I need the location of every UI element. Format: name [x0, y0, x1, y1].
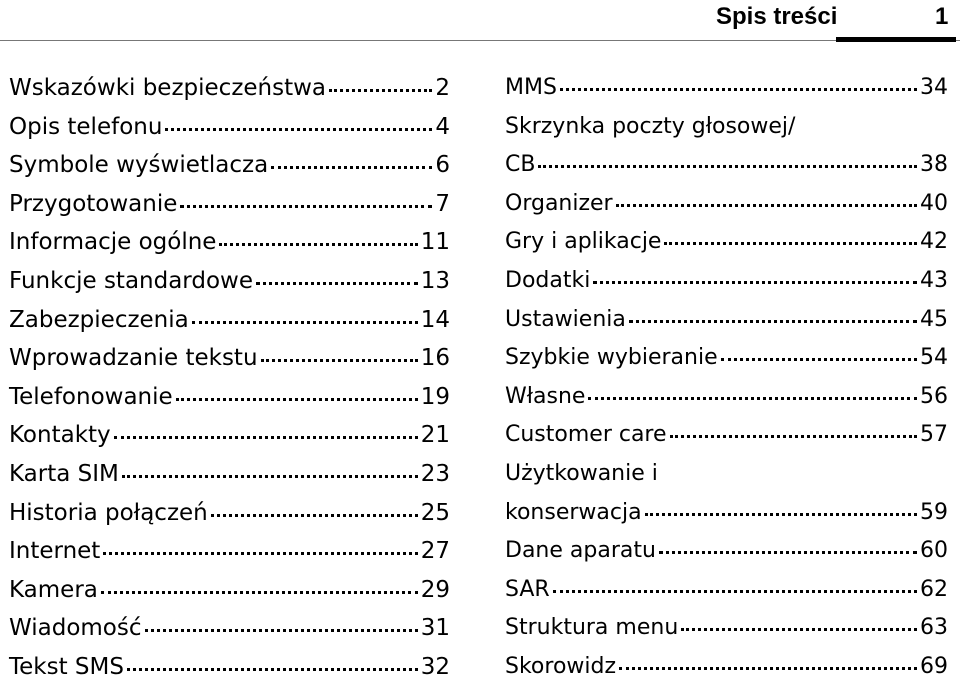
header-rule	[0, 40, 960, 41]
toc-entry-page-number: 23	[420, 460, 450, 487]
toc-entry-title: Opis telefonu	[9, 113, 163, 140]
toc-entry-title-line1[interactable]: Skrzynka poczty głosowej/	[505, 113, 796, 139]
toc-entry-page-number: 40	[920, 190, 948, 216]
page-header	[0, 0, 960, 48]
toc-entry[interactable]	[9, 185, 450, 224]
toc-leader-dots	[588, 397, 917, 400]
toc-entry-title: Wprowadzanie tekstu	[9, 345, 258, 372]
header-accent-bar	[836, 37, 956, 42]
toc-entry[interactable]	[505, 648, 948, 687]
toc-entry-title: Wskazówki bezpieczeństwa	[9, 75, 327, 101]
toc-entry-title: Wiadomość	[9, 615, 142, 642]
toc-leader-dots	[619, 667, 917, 670]
toc-entry[interactable]	[9, 416, 450, 455]
toc-column-left	[9, 69, 450, 687]
toc-entry[interactable]	[9, 571, 450, 610]
toc-entry-title: Symbole wyświetlacza	[9, 152, 269, 179]
toc-entry-page-number: 59	[920, 499, 948, 525]
toc-leader-dots	[721, 358, 917, 361]
toc-entry[interactable]	[505, 262, 948, 301]
toc-entry-page-number: 54	[920, 345, 948, 371]
toc-entry[interactable]	[9, 69, 450, 108]
toc-entry-title: Gry i aplikacje	[505, 229, 662, 255]
header-title: Spis treści	[716, 3, 838, 30]
toc-leader-dots	[538, 165, 917, 168]
toc-entry-title: SAR	[505, 576, 550, 602]
toc-entry-title: Dane aparatu	[505, 538, 656, 564]
toc-entry-page-number: 6	[435, 152, 450, 179]
toc-leader-dots	[192, 321, 418, 324]
toc-entry-title: Ustawienia	[505, 306, 626, 332]
toc-entry-title: Historia połączeń	[9, 499, 208, 526]
toc-leader-dots	[560, 88, 917, 91]
toc-entry[interactable]	[505, 571, 948, 610]
toc-entry[interactable]	[9, 108, 450, 147]
toc-entry[interactable]	[9, 262, 450, 301]
toc-entry-page-number: 32	[420, 653, 450, 680]
toc-leader-dots	[101, 591, 418, 594]
toc-leader-dots	[145, 629, 418, 632]
toc-leader-dots	[593, 281, 917, 284]
toc-entry-page-number: 56	[920, 383, 948, 409]
toc-leader-dots	[256, 282, 418, 285]
toc-entry-title: Przygotowanie	[9, 190, 178, 217]
toc-entry[interactable]	[505, 185, 948, 224]
toc-entry[interactable]	[9, 648, 450, 687]
toc-leader-dots	[176, 398, 418, 401]
toc-entry-title: Informacje ogólne	[9, 229, 217, 256]
toc-entry[interactable]	[505, 416, 948, 455]
toc-entry-title: Skorowidz	[505, 653, 617, 679]
toc-entry-page-number: 4	[435, 113, 450, 140]
toc-entry[interactable]	[505, 146, 948, 185]
toc-leader-dots	[211, 514, 418, 517]
toc-leader-dots	[659, 551, 917, 554]
toc-entry[interactable]	[9, 609, 450, 648]
toc-entry-title: Tekst SMS	[9, 653, 124, 680]
toc-entry-page-number: 57	[920, 422, 948, 448]
toc-column-right	[505, 69, 948, 687]
toc-leader-dots	[553, 590, 917, 593]
toc-entry-title: Karta SIM	[9, 460, 119, 487]
toc-entry-page-number: 27	[420, 538, 450, 565]
toc-entry[interactable]	[9, 146, 450, 185]
toc-entry-title: konserwacja	[505, 499, 642, 525]
toc-entry-page-number: 62	[920, 576, 948, 602]
toc-entry[interactable]	[505, 378, 948, 417]
toc-entry[interactable]	[505, 609, 948, 648]
toc-entry-title: Internet	[9, 538, 101, 565]
toc-leader-dots	[670, 435, 917, 438]
toc-entry-page-number: 63	[920, 615, 948, 641]
toc-entry-title: Zabezpieczenia	[9, 306, 189, 333]
toc-leader-dots	[165, 128, 432, 131]
toc-entry[interactable]	[505, 301, 948, 340]
toc-leader-dots	[103, 552, 417, 555]
toc-entry[interactable]	[505, 69, 948, 108]
toc-entry-page-number: 14	[420, 306, 450, 333]
toc-entry-page-number: 13	[420, 267, 450, 294]
toc-entry-title: Kamera	[9, 576, 98, 603]
toc-entry-page-number: 7	[435, 190, 450, 217]
toc-leader-dots	[616, 204, 917, 207]
toc-entry-page-number: 69	[920, 653, 948, 679]
toc-leader-dots	[271, 166, 432, 169]
toc-entry-page-number: 11	[420, 229, 450, 256]
toc-entry[interactable]	[9, 339, 450, 378]
toc-entry-title-line1[interactable]: Użytkowanie i	[505, 460, 658, 486]
toc-entry[interactable]	[9, 455, 450, 494]
toc-entry-page-number: 42	[920, 229, 948, 255]
toc-entry[interactable]	[9, 378, 450, 417]
toc-entry-page-number: 16	[420, 345, 450, 372]
toc-entry[interactable]	[505, 339, 948, 378]
toc-leader-dots	[114, 436, 418, 439]
toc-entry-title: Dodatki	[505, 267, 591, 293]
toc-entry-title: Customer care	[505, 422, 667, 448]
toc-entry-title: Kontakty	[9, 422, 111, 449]
toc-entry-page-number: 45	[920, 306, 948, 332]
header-page-number: 1	[935, 3, 949, 30]
toc-leader-dots	[219, 243, 417, 246]
toc-entry-title: Telefonowanie	[9, 383, 173, 410]
toc-entry-page-number: 25	[420, 499, 450, 526]
toc-entry[interactable]	[9, 301, 450, 340]
toc-entry-page-number: 19	[420, 383, 450, 410]
toc-leader-dots	[122, 475, 418, 478]
toc-entry[interactable]	[505, 532, 948, 571]
toc-entry[interactable]	[9, 532, 450, 571]
toc-leader-dots	[329, 89, 432, 92]
toc-entry-title: Struktura menu	[505, 615, 679, 641]
toc-entry-title: Szybkie wybieranie	[505, 345, 718, 371]
toc-entry-title: Funkcje standardowe	[9, 267, 253, 294]
toc-entry[interactable]	[9, 494, 450, 533]
toc-leader-dots	[127, 668, 418, 671]
toc-entry-page-number: 2	[435, 75, 450, 101]
toc-entry-page-number: 38	[920, 152, 948, 178]
toc-leader-dots	[180, 205, 432, 208]
toc-entry[interactable]	[505, 223, 948, 262]
toc-entry-title: CB	[505, 152, 536, 178]
toc-entry-title: Własne	[505, 383, 586, 409]
toc-leader-dots	[681, 628, 917, 631]
toc-leader-dots	[261, 359, 418, 362]
toc-entry-page-number: 34	[920, 75, 948, 100]
toc-entry-page-number: 21	[420, 422, 450, 449]
toc-entry-title: Organizer	[505, 190, 613, 216]
toc-entry-page-number: 60	[920, 538, 948, 564]
toc-entry[interactable]	[9, 223, 450, 262]
toc-entry-title: MMS	[505, 75, 557, 100]
toc-leader-dots	[664, 242, 917, 245]
toc-entry[interactable]	[505, 494, 948, 533]
toc-entry-page-number: 29	[420, 576, 450, 603]
toc-entry-page-number: 43	[920, 267, 948, 293]
toc-leader-dots	[629, 320, 917, 323]
toc-leader-dots	[645, 513, 917, 516]
toc-entry-page-number: 31	[420, 615, 450, 642]
